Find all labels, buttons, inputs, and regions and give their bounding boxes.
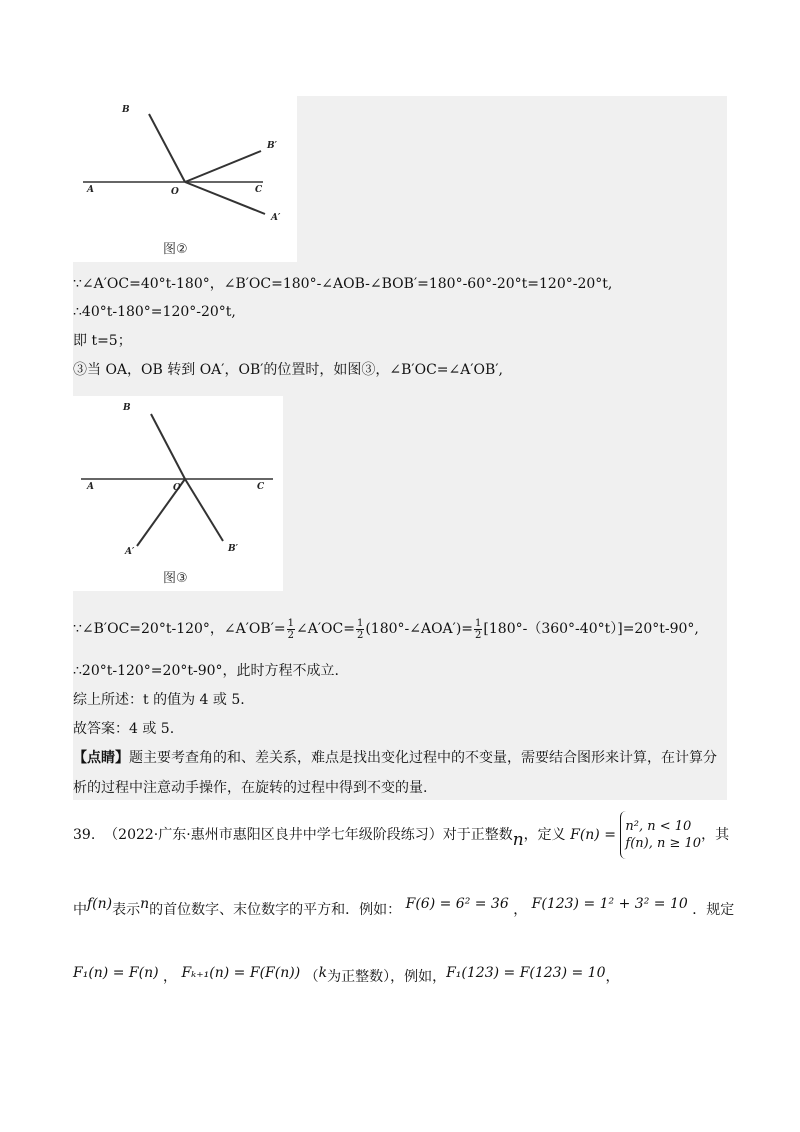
line5-part3: (180°-∠AOA′)= xyxy=(365,621,474,637)
fraction-denominator: 2 xyxy=(475,629,482,641)
fraction-half-1 xyxy=(287,618,295,641)
solution-line-5 xyxy=(73,616,699,642)
var-k: k xyxy=(318,965,328,981)
zhong-text: 中 xyxy=(73,902,87,918)
piecewise-cases xyxy=(625,818,701,852)
fraction-half-3 xyxy=(474,618,482,641)
ray-OA-prime xyxy=(185,182,265,214)
ray-OB xyxy=(149,114,185,182)
biaoshi-text: 表示 xyxy=(112,902,141,918)
label-O: O xyxy=(173,483,181,493)
solution-line-3: 即 t=5； xyxy=(73,333,132,349)
problem-number: 39. xyxy=(73,827,96,843)
label-O: O xyxy=(171,187,179,197)
label-B-prime: B′ xyxy=(267,141,277,151)
problem-source: （2022·广东·惠州市惠阳区良井中学七年级阶段练习）对于正整数 xyxy=(104,827,513,843)
figure-3-diagram xyxy=(73,396,283,591)
fraction-numerator: 1 xyxy=(287,617,294,629)
definition-Fk1: Fₖ₊₁(n) = F(F(n)) xyxy=(181,965,301,981)
problem-39-line-1 xyxy=(73,810,729,859)
example-F1-123: F₁(123) = F(123) = 10 xyxy=(446,965,606,981)
case-1: n², n < 10 xyxy=(625,819,692,834)
F-of-n: F(n) = xyxy=(570,827,616,843)
solution-line-4: ③当 OA，OB 转到 OA′，OB′的位置时，如图③，∠B′OC=∠A′OB′, xyxy=(73,362,503,378)
qi-text: ，其 xyxy=(701,827,730,843)
solution-line-6: ∴20°t-120°=20°t-90°，此时方程不成立. xyxy=(73,663,339,679)
figure-3-caption: 图③ xyxy=(163,571,188,586)
example-F6: F(6) = 6² = 36 xyxy=(405,896,509,912)
label-B-prime: B′ xyxy=(228,544,238,554)
label-B: B xyxy=(122,105,130,115)
comma-1: ， xyxy=(513,902,528,918)
fraction-denominator: 2 xyxy=(356,629,364,641)
solution-line-7: 综上所述：t 的值为 4 或 5. xyxy=(73,692,245,708)
problem-39-line-3 xyxy=(73,962,620,992)
label-A-prime: A′ xyxy=(271,213,281,223)
piecewise-brace xyxy=(620,811,701,859)
line-end: ， xyxy=(605,969,620,985)
fraction-denominator: 2 xyxy=(287,629,294,641)
example-F123: F(123) = 1² + 3² = 10 xyxy=(531,896,688,912)
solution-line-8: 故答案：4 或 5. xyxy=(73,721,175,737)
fraction-numerator: 1 xyxy=(475,617,482,629)
k-note-open: （ xyxy=(304,969,319,985)
guiding-text: ．规定 xyxy=(692,902,735,918)
problem-39-line-2 xyxy=(73,895,734,925)
line5-part2: ∠A′OC= xyxy=(296,621,355,637)
label-A: A xyxy=(87,482,94,492)
fraction-numerator: 1 xyxy=(356,617,364,629)
figure-3 xyxy=(73,396,283,591)
comment-text: 题主要考查角的和、差关系，难点是找出变化过程中的不变量，需要结合图形来计算，在计算分析的过程中注意动手操作，在旋转的过程中得到不变的量. xyxy=(73,750,717,796)
ray-OB-prime xyxy=(185,479,223,541)
label-A-prime: A′ xyxy=(125,547,135,557)
var-n: n xyxy=(512,830,524,850)
comma-2: ， xyxy=(163,969,178,985)
ray-OB xyxy=(151,414,185,479)
solution-line-1: ∵∠A′OC=40°t-180°，∠B′OC=180°-∠AOB-∠BOB′=180°-60°-20°t=120°-20°t, xyxy=(73,276,613,292)
ray-OB-prime xyxy=(185,151,261,182)
case-2: f(n), n ≥ 10 xyxy=(625,836,702,851)
define-text: ，定义 xyxy=(523,827,566,843)
line5-part4: [180°-（360°-40°t）]=20°t-90°, xyxy=(483,621,699,637)
var-n-2: n xyxy=(140,896,150,912)
label-C: C xyxy=(257,482,265,492)
fraction-half-2 xyxy=(356,618,364,641)
comment-paragraph xyxy=(73,743,725,803)
desc-text: 的首位数字、末位数字的平方和．例如： xyxy=(149,902,402,918)
figure-2-diagram xyxy=(73,96,297,262)
solution-line-2: ∴40°t-180°=120°-20°t, xyxy=(73,304,236,320)
figure-2-caption: 图② xyxy=(163,242,188,257)
line5-part1: ∵∠B′OC=20°t-120°，∠A′OB′= xyxy=(73,621,286,637)
figure-2 xyxy=(73,96,297,262)
label-B: B xyxy=(123,403,131,413)
f-of-n: f(n) xyxy=(87,896,113,912)
definition-F1: F₁(n) = F(n) xyxy=(73,965,159,981)
k-note-close: 为正整数），例如， xyxy=(327,969,447,985)
comment-tag: 【点睛】 xyxy=(73,750,129,766)
label-C: C xyxy=(255,185,263,195)
label-A: A xyxy=(87,185,94,195)
